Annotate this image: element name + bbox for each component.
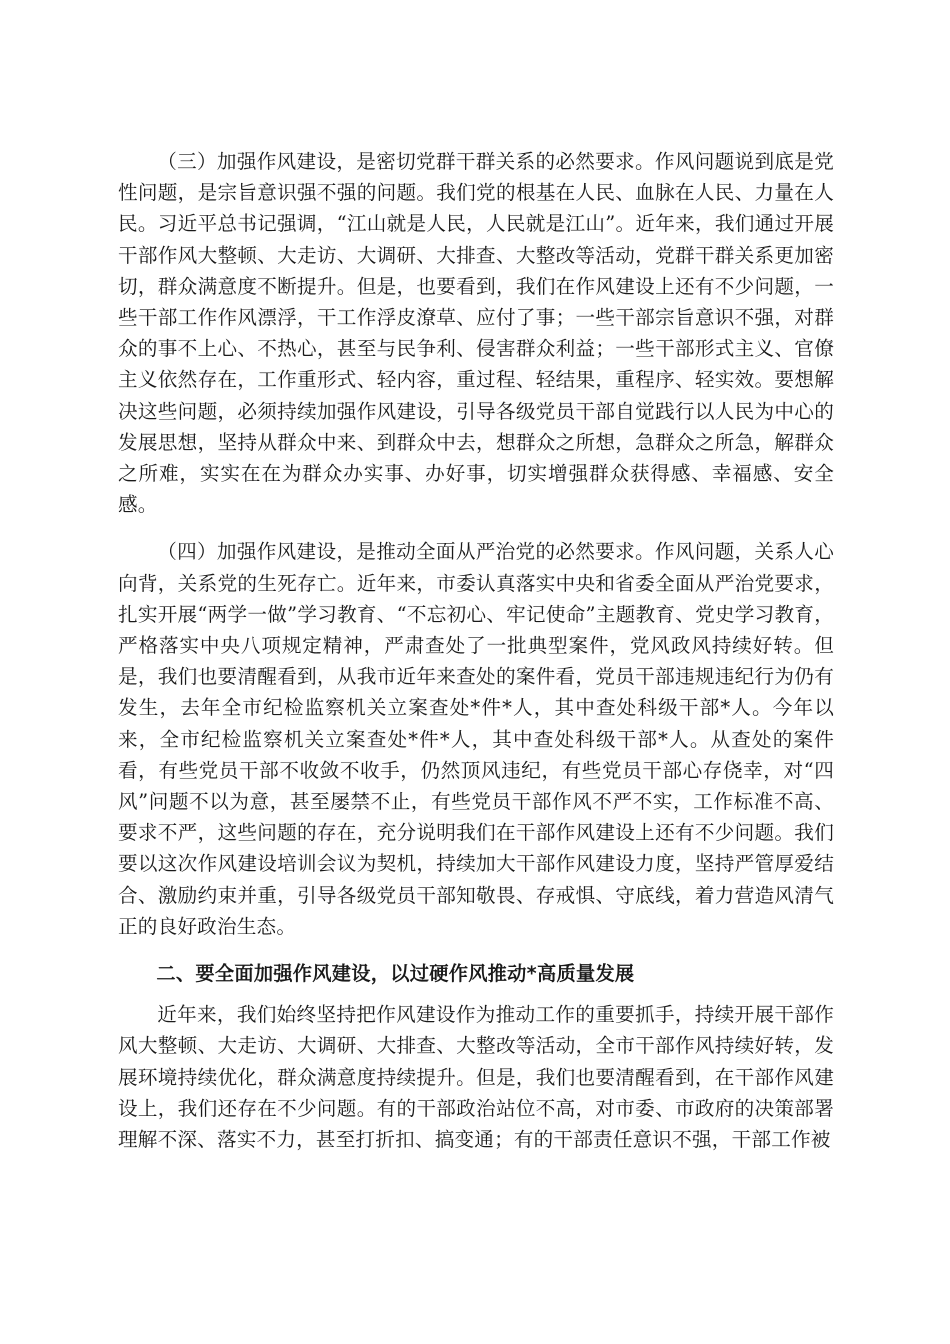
paragraph-spacer: [118, 520, 834, 536]
document-page: [118, 146, 834, 1155]
section-heading-two: 二、要全面加强作风建设，以过硬作风推动*高质量发展: [156, 962, 635, 986]
paragraph-section-two-intro: 近年来，我们始终坚持把作风建设作为推动工作的重要抓手，持续开展干部作风大整顿、大走访、大调研、大排查、大整改等活动，全市干部作风持续好转，发展环境持续优化，群众满意度持续提升。但是，我们也要清醒看到，在干部作风建设上，我们还存在不少问题。有的干部政治站位不高，对市委、市政府的决策部署理解不深、落实不力，甚至打折扣、搞变通；有的干部责任意识不强，干部工作被: [118, 1003, 834, 1152]
paragraph-four: （四）加强作风建设，是推动全面从严治党的必然要求。作风问题，关系人心向背，关系党的生死存亡。近年来，市委认真落实中央和省委全面从严治党要求，扎实开展“两学一做”学习教育、“不忘初心、牢记使命”主题教育、党史学习教育，严格落实中央八项规定精神，严肃查处了一批典型案件，党风政风持续好转。但是，我们也要清醒看到，从我市近年来查处的案件看，党员干部违规违纪行为仍有发生，去年全市纪检监察机关立案查处*件*人，其中查处科级干部*人。今年以来，全市纪检监察机关立案查处*件*人，其中查处科级干部*人。从查处的案件看，有些党员干部不收敛不收手，仍然顶风违纪，有些党员干部心存侥幸，对“四风”问题不以为意，甚至屡禁不止，有些党员干部作风不严不实，工作标准不高、要求不严，这些问题的存在，充分说明我们在干部作风建设上还有不少问题。我们要以这次作风建设培训会议为契机，持续加大干部作风建设力度，坚持严管厚爱结合、激励约束并重，引导各级党员干部知敬畏、存戒惧、守底线，着力营造风清气正的良好政治生态。: [118, 540, 834, 938]
paragraph-spacer: [118, 942, 834, 958]
paragraph-spacer: [118, 989, 834, 999]
paragraph-three: （三）加强作风建设，是密切党群干群关系的必然要求。作风问题说到底是党性问题，是宗旨意识强不强的问题。我们党的根基在人民、血脉在人民、力量在人民。习近平总书记强调，“江山就是人民，人民就是江山”。近年来，我们通过开展干部作风大整顿、大走访、大调研、大排查、大整改等活动，党群干群关系更加密切，群众满意度不断提升。但是，也要看到，我们在作风建设上还有不少问题，一些干部工作作风漂浮，干工作浮皮潦草、应付了事；一些干部宗旨意识不强，对群众的事不上心、不热心，甚至与民争利、侵害群众利益；一些干部形式主义、官僚主义依然存在，工作重形式、轻内容，重过程、轻结果，重程序、轻实效。要想解决这些问题，必须持续加强作风建设，引导各级党员干部自觉践行以人民为中心的发展思想，坚持从群众中来、到群众中去，想群众之所想，急群众之所急，解群众之所难，实实在在为群众办实事、办好事，切实增强群众获得感、幸福感、安全感。: [118, 150, 834, 517]
